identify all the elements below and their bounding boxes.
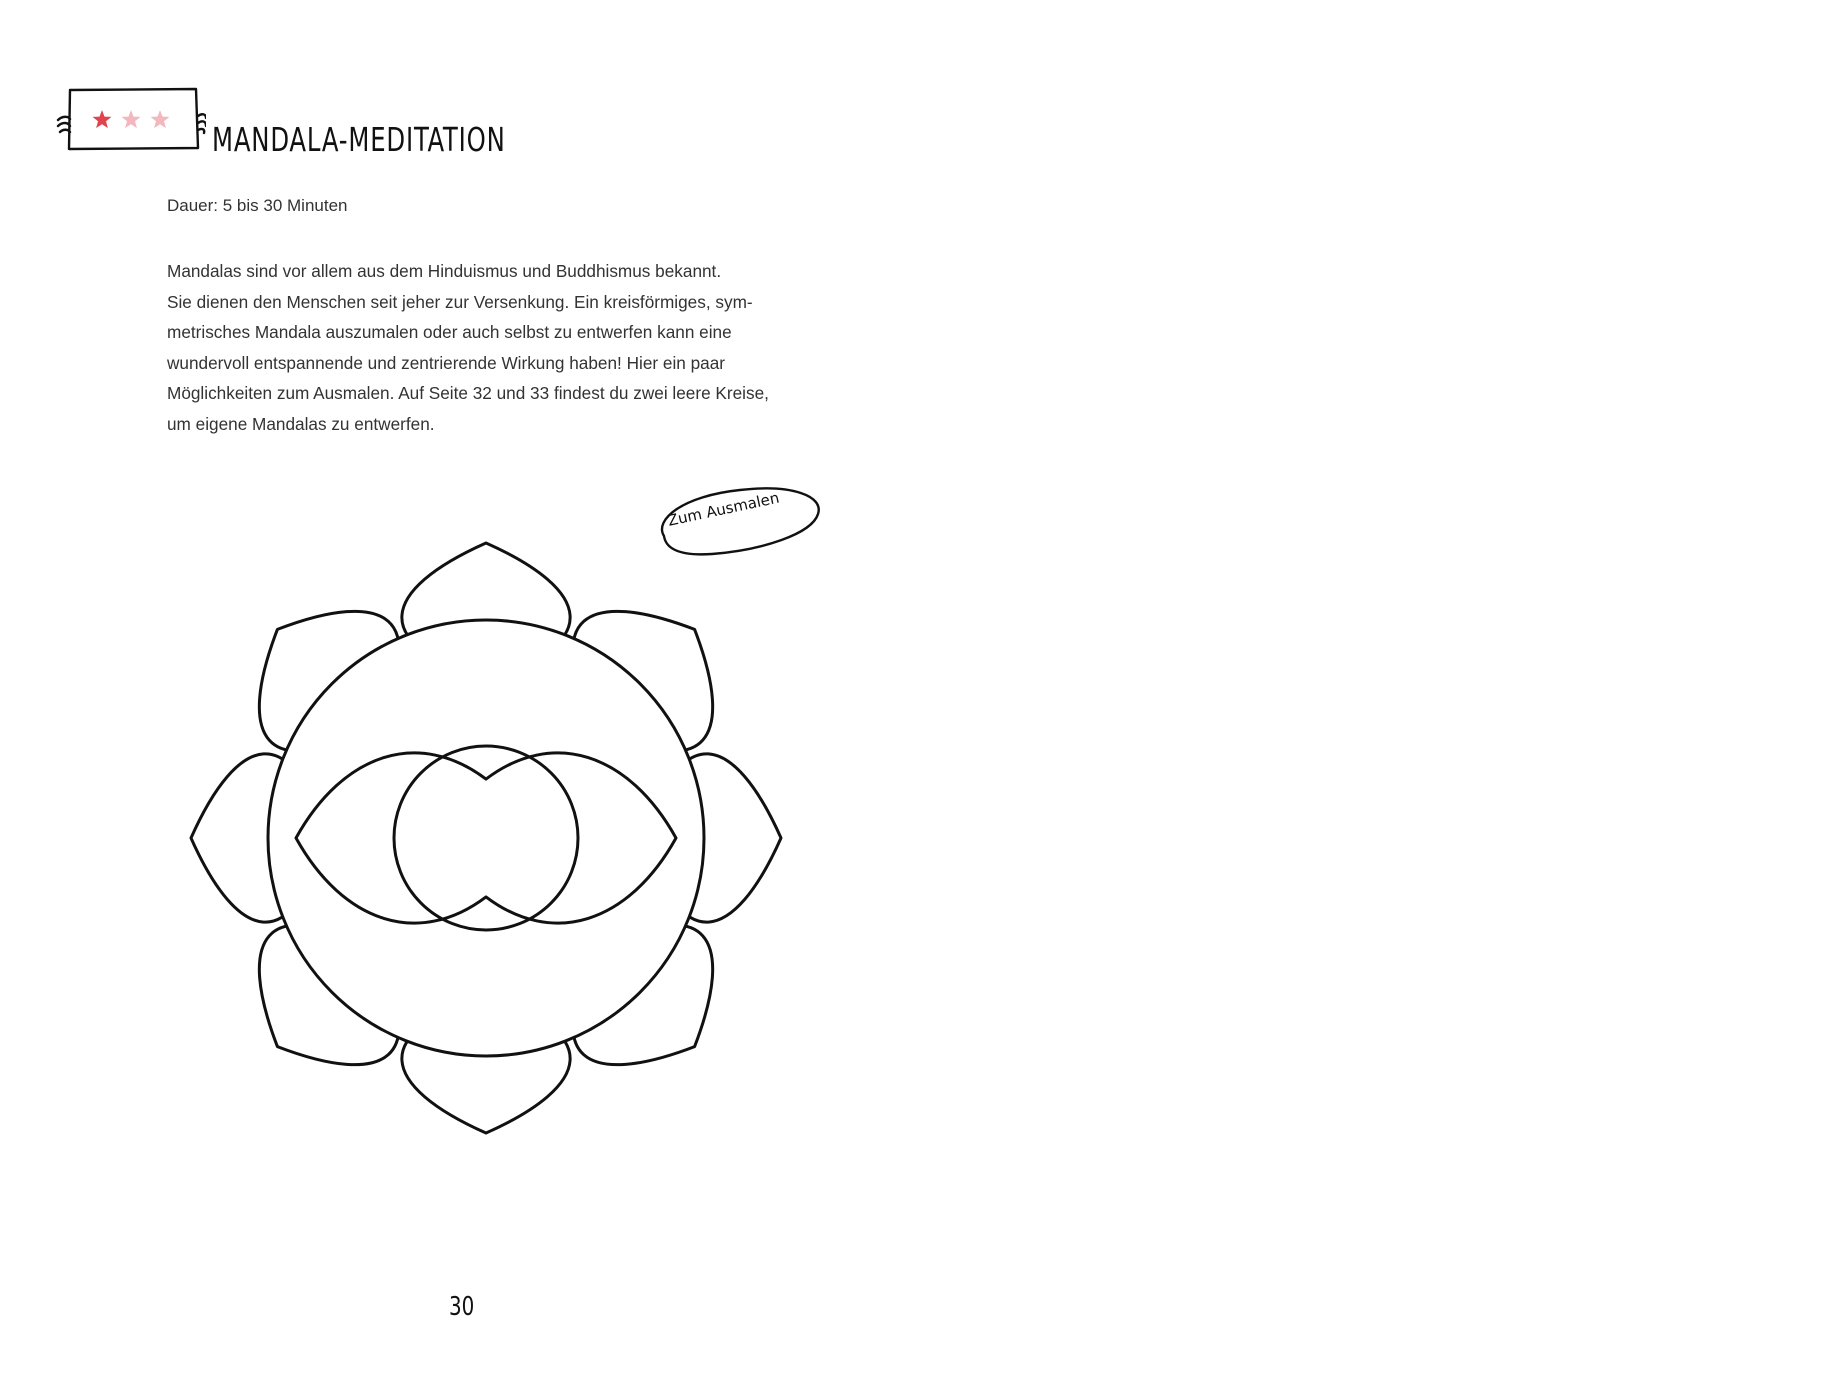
page-title: MANDALA-MEDITATION [212, 120, 506, 159]
star-icon [93, 110, 112, 128]
coloring-badge: Zum Ausmalen [666, 488, 781, 530]
section-header [56, 86, 536, 159]
star-icon [122, 110, 141, 128]
intro-paragraph [167, 256, 827, 440]
star-icon [151, 110, 170, 128]
page-number: 30 [449, 1292, 475, 1322]
paragraph-line: Möglichkeiten zum Ausmalen. Auf Seite 32 und 33 findest du zwei leere Kreise, [167, 383, 769, 404]
paragraph-line: Mandalas sind vor allem aus dem Hinduismus und Buddhismus bekannt. [167, 261, 722, 281]
paragraph-line: metrisches Mandala auszumalen oder auch selbst zu entwerfen kann eine [167, 322, 732, 343]
paragraph-line: Sie dienen den Menschen seit jeher zur Versenkung. Ein kreisförmiges, sym- [167, 291, 753, 312]
right-page [915, 0, 1830, 1387]
difficulty-sign-icon [56, 86, 206, 156]
duration-text: Dauer: 5 bis 30 Minuten [167, 196, 348, 215]
paragraph-line: wundervoll entspannende und zentrierende Wirkung haben! Hier ein paar [167, 352, 725, 373]
mandala-lotus-small [166, 518, 806, 1158]
paragraph-line: um eigene Mandalas zu entwerfen. [167, 413, 435, 434]
